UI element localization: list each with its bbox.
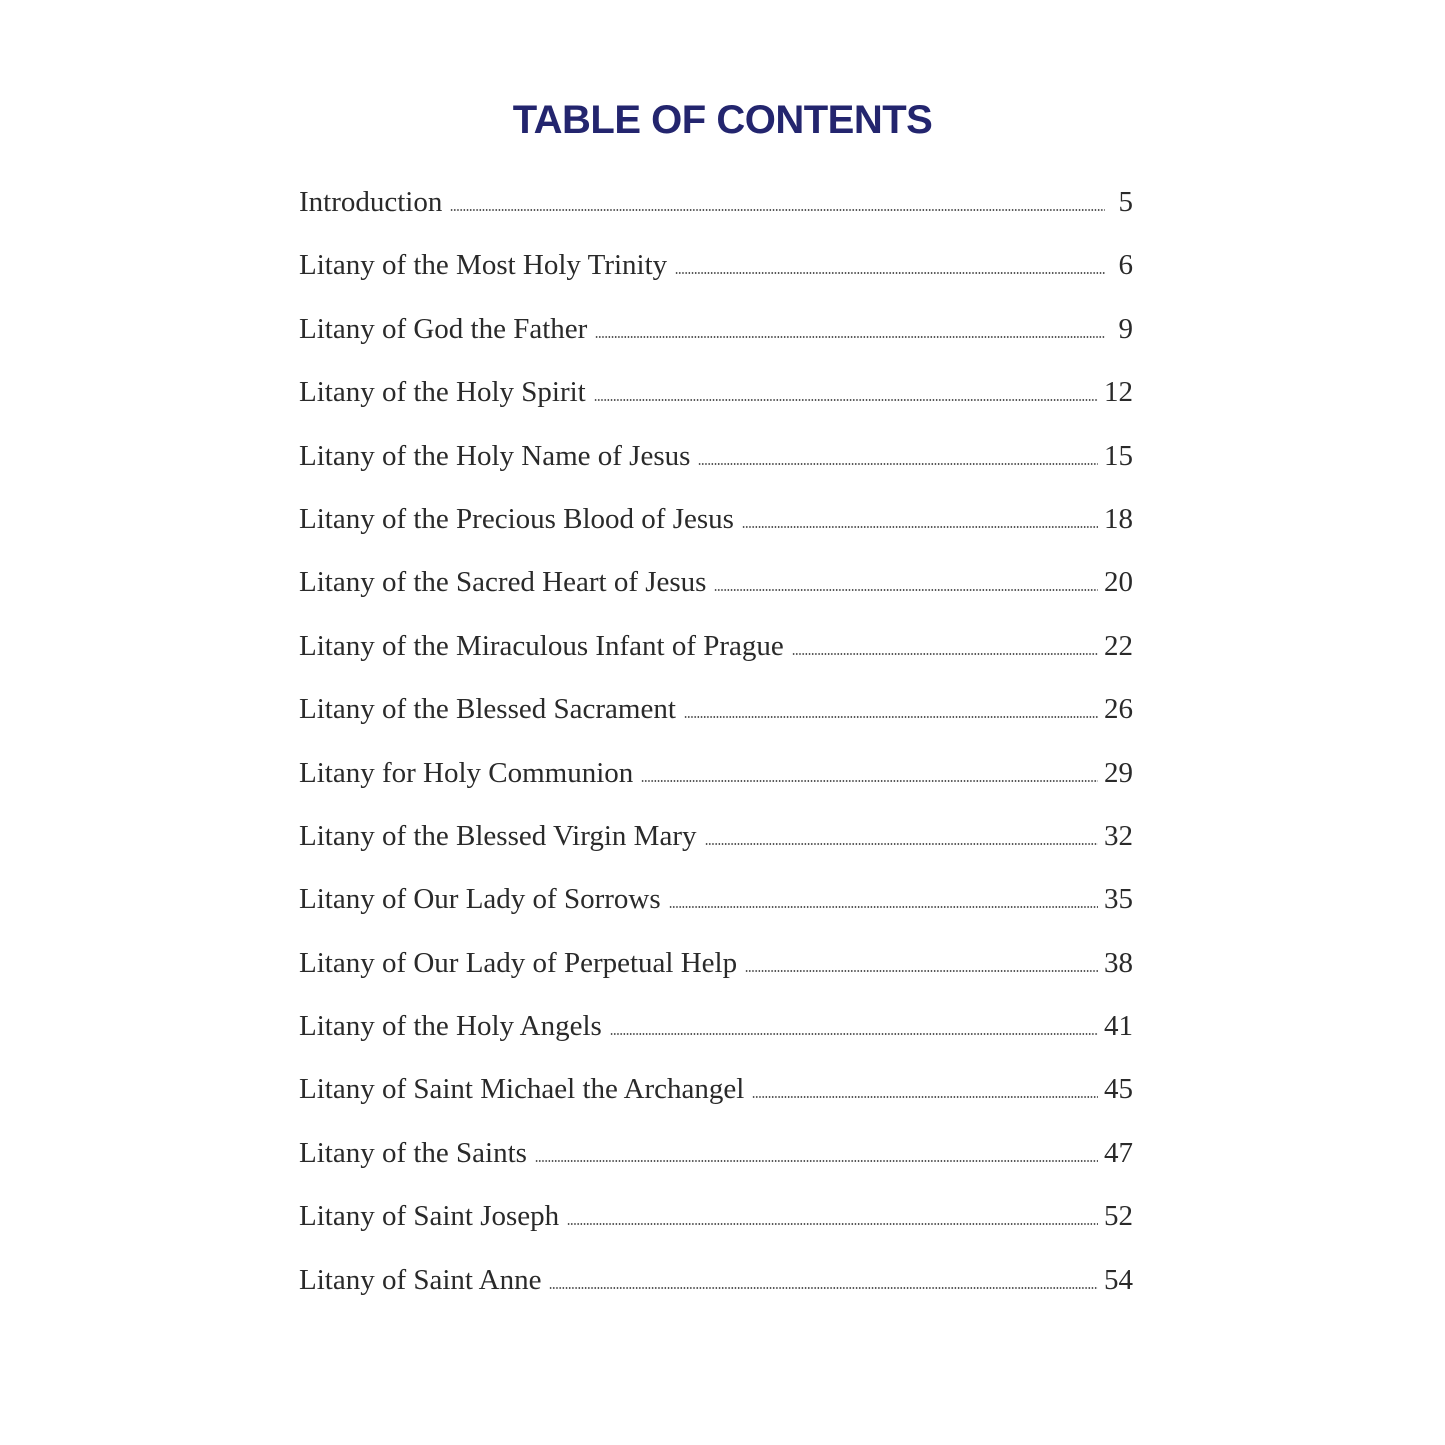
dot-leader bbox=[549, 1287, 1098, 1289]
toc-entry-label: Litany of Saint Michael the Archangel bbox=[299, 1073, 745, 1106]
dot-leader bbox=[752, 1096, 1098, 1098]
toc-entry bbox=[299, 186, 1133, 249]
toc-entry-page: 29 bbox=[1104, 756, 1133, 789]
toc-entry-label: Introduction bbox=[299, 186, 443, 218]
dot-leader bbox=[745, 970, 1098, 972]
toc-entry-page: 41 bbox=[1104, 1010, 1133, 1043]
toc-entry bbox=[299, 630, 1133, 693]
toc-entry bbox=[299, 1264, 1133, 1327]
toc-entry-page: 45 bbox=[1104, 1073, 1133, 1106]
toc-entry-label: Litany for Holy Communion bbox=[299, 756, 634, 789]
dot-leader bbox=[698, 463, 1098, 465]
toc-entry-label: Litany of the Most Holy Trinity bbox=[299, 249, 668, 282]
toc-entry-label: Litany of the Saints bbox=[299, 1136, 527, 1169]
toc-entry-label: Litany of Our Lady of Sorrows bbox=[299, 883, 661, 916]
toc-entry bbox=[299, 440, 1133, 503]
toc-entry bbox=[299, 820, 1133, 883]
toc-entry-page: 20 bbox=[1104, 566, 1133, 599]
toc-entry-page: 52 bbox=[1104, 1200, 1133, 1233]
dot-leader bbox=[669, 906, 1098, 908]
toc-entry-label: Litany of the Holy Angels bbox=[299, 1010, 602, 1043]
toc-entry bbox=[299, 1137, 1133, 1200]
dot-leader bbox=[714, 589, 1098, 591]
toc-entry-page: 54 bbox=[1104, 1263, 1133, 1296]
toc-entry-label: Litany of Our Lady of Perpetual Help bbox=[299, 946, 738, 979]
toc-entry bbox=[299, 376, 1133, 439]
dot-leader bbox=[684, 716, 1098, 718]
toc-entry-label: Litany of Saint Anne bbox=[299, 1263, 542, 1296]
dot-leader bbox=[594, 399, 1098, 401]
toc-entry-page: 9 bbox=[1118, 312, 1133, 345]
dot-leader bbox=[610, 1033, 1098, 1035]
toc-entry-label: Litany of the Blessed Virgin Mary bbox=[299, 819, 697, 852]
dot-leader bbox=[595, 336, 1105, 338]
toc-list bbox=[299, 186, 1133, 1327]
toc-entry-page: 35 bbox=[1104, 883, 1133, 916]
dot-leader bbox=[450, 209, 1105, 211]
toc-entry bbox=[299, 883, 1133, 946]
page-title: TABLE OF CONTENTS bbox=[512, 98, 933, 142]
toc-entry-label: Litany of the Holy Spirit bbox=[299, 376, 586, 409]
toc-entry-page: 18 bbox=[1104, 502, 1133, 535]
toc-entry bbox=[299, 566, 1133, 629]
toc-entry bbox=[299, 503, 1133, 566]
dot-leader bbox=[742, 526, 1098, 528]
toc-entry-label: Litany of God the Father bbox=[299, 312, 588, 345]
dot-leader bbox=[641, 780, 1098, 782]
toc-entry bbox=[299, 1073, 1133, 1136]
toc-entry-page: 32 bbox=[1104, 819, 1133, 852]
toc-entry-page: 38 bbox=[1104, 946, 1133, 979]
toc-entry bbox=[299, 757, 1133, 820]
toc-entry bbox=[299, 947, 1133, 1010]
toc-entry bbox=[299, 1200, 1133, 1263]
toc-entry-label: Litany of the Precious Blood of Jesus bbox=[299, 502, 734, 535]
toc-entry-label: Litany of the Blessed Sacrament bbox=[299, 693, 676, 726]
toc-entry bbox=[299, 249, 1133, 312]
toc-entry-label: Litany of Saint Joseph bbox=[299, 1200, 560, 1233]
dot-leader bbox=[535, 1160, 1098, 1162]
toc-entry-page: 47 bbox=[1104, 1136, 1133, 1169]
toc-entry-label: Litany of the Holy Name of Jesus bbox=[299, 439, 691, 472]
toc-entry bbox=[299, 1010, 1133, 1073]
toc-entry-page: 12 bbox=[1104, 376, 1133, 409]
toc-entry-page: 5 bbox=[1118, 186, 1133, 218]
dot-leader bbox=[675, 272, 1105, 274]
dot-leader bbox=[705, 843, 1099, 845]
toc-entry-page: 22 bbox=[1104, 629, 1133, 662]
dot-leader bbox=[567, 1223, 1098, 1225]
dot-leader bbox=[792, 653, 1098, 655]
toc-entry-label: Litany of the Sacred Heart of Jesus bbox=[299, 566, 707, 599]
toc-entry bbox=[299, 313, 1133, 376]
toc-entry-page: 15 bbox=[1104, 439, 1133, 472]
toc-entry-page: 6 bbox=[1118, 249, 1133, 282]
toc-entry-label: Litany of the Miraculous Infant of Prague bbox=[299, 629, 784, 662]
toc-entry-page: 26 bbox=[1104, 693, 1133, 726]
toc-entry bbox=[299, 693, 1133, 756]
